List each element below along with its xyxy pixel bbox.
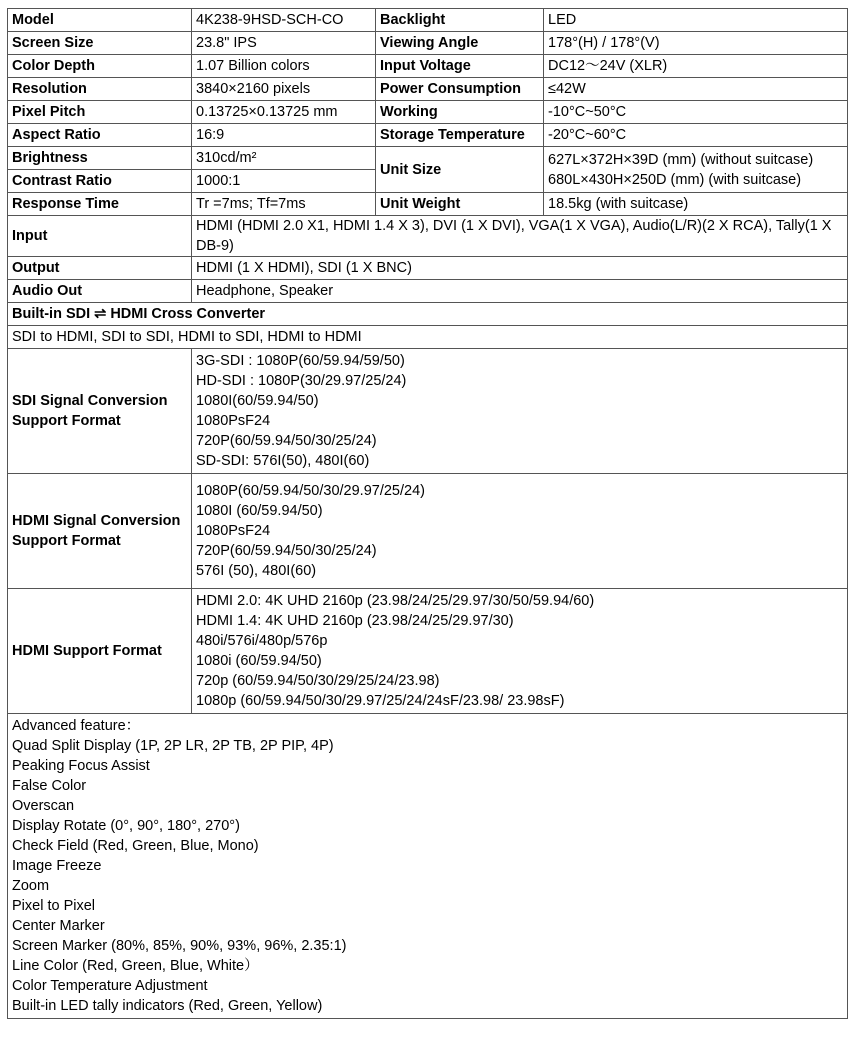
spec-table <box>7 8 848 1019</box>
spec-label: Input Voltage <box>376 55 544 78</box>
spec-label: Color Depth <box>8 55 192 78</box>
sdi-format-row <box>8 349 848 474</box>
spec-label: Audio Out <box>8 280 192 303</box>
hdmi-conv-format-label: HDMI Signal Conversion Support Format <box>8 474 192 589</box>
spec-label: Model <box>8 9 192 32</box>
spec-label: Response Time <box>8 193 192 216</box>
converter-title: Built-in SDI ⇌ HDMI Cross Converter <box>8 303 848 326</box>
format-line: 3G-SDI : 1080P(60/59.94/59/50) <box>196 353 405 369</box>
spec-label: Aspect Ratio <box>8 124 192 147</box>
feature-line: False Color <box>12 778 87 794</box>
spec-row-color <box>8 55 848 78</box>
hdmi-support-format-list <box>192 589 848 714</box>
spec-row-audio <box>8 280 848 303</box>
spec-value: -10°C~50°C <box>544 101 848 124</box>
feature-line: Image Freeze <box>12 858 102 874</box>
feature-line: Color Temperature Adjustment <box>12 978 208 994</box>
spec-row-input <box>8 216 848 257</box>
converter-modes-row <box>8 326 848 349</box>
feature-line: Center Marker <box>12 918 105 934</box>
hdmi-support-format-row <box>8 589 848 714</box>
spec-value-unit-size <box>544 147 848 193</box>
feature-line: Quad Split Display (1P, 2P LR, 2P TB, 2P PIP, 4P) <box>12 738 334 754</box>
spec-row-response <box>8 193 848 216</box>
spec-value: 310cd/m² <box>192 147 376 170</box>
format-line: 576I (50), 480I(60) <box>196 563 317 579</box>
spec-label: Resolution <box>8 78 192 101</box>
spec-label: Unit Size <box>376 147 544 193</box>
format-line: 1080P(60/59.94/50/30/29.97/25/24) <box>196 483 425 499</box>
spec-value: 4K238-9HSD-SCH-CO <box>192 9 376 32</box>
format-line: 720P(60/59.94/50/30/25/24) <box>196 543 377 559</box>
spec-value: HDMI (1 X HDMI), SDI (1 X BNC) <box>192 257 848 280</box>
format-line: 480i/576i/480p/576p <box>196 633 328 649</box>
spec-label: Pixel Pitch <box>8 101 192 124</box>
spec-row-aspect <box>8 124 848 147</box>
format-line: HD-SDI : 1080P(30/29.97/25/24) <box>196 373 407 389</box>
format-line: 1080PsF24 <box>196 413 271 429</box>
format-line: HDMI 2.0: 4K UHD 2160p (23.98/24/25/29.97/30/50/59.94/60) <box>196 593 595 609</box>
feature-line: Display Rotate (0°, 90°, 180°, 270°) <box>12 818 240 834</box>
converter-title-row <box>8 303 848 326</box>
spec-value: -20°C~60°C <box>544 124 848 147</box>
format-line: 720p (60/59.94/50/30/29/25/24/23.98) <box>196 673 440 689</box>
spec-value: Tr =7ms; Tf=7ms <box>192 193 376 216</box>
spec-label: Power Consumption <box>376 78 544 101</box>
format-line: 1080I (60/59.94/50) <box>196 503 323 519</box>
hdmi-conv-format-list <box>192 474 848 589</box>
spec-value: Headphone, Speaker <box>192 280 848 303</box>
spec-row-brightness <box>8 147 848 170</box>
spec-value: 1000:1 <box>192 170 376 193</box>
format-line: 1080PsF24 <box>196 523 271 539</box>
spec-row-screen <box>8 32 848 55</box>
sdi-format-list <box>192 349 848 474</box>
spec-row-resolution <box>8 78 848 101</box>
spec-value: 18.5kg (with suitcase) <box>544 193 848 216</box>
spec-value: HDMI (HDMI 2.0 X1, HDMI 1.4 X 3), DVI (1 X DVI), VGA(1 X VGA), Audio(L/R)(2 X RCA), Tally(1 X DB-9) <box>192 216 848 257</box>
hdmi-support-format-label: HDMI Support Format <box>8 589 192 714</box>
spec-value: 1.07 Billion colors <box>192 55 376 78</box>
spec-value: 16:9 <box>192 124 376 147</box>
format-line: SD-SDI: 576I(50), 480I(60) <box>196 453 370 469</box>
feature-line: Zoom <box>12 878 50 894</box>
feature-line: Line Color (Red, Green, Blue, White） <box>12 958 259 974</box>
feature-line: Built-in LED tally indicators (Red, Green, Yellow) <box>12 998 323 1014</box>
spec-value: 23.8" IPS <box>192 32 376 55</box>
converter-modes: SDI to HDMI, SDI to SDI, HDMI to SDI, HDMI to HDMI <box>8 326 848 349</box>
format-line: 1080i (60/59.94/50) <box>196 653 322 669</box>
spec-row-output <box>8 257 848 280</box>
advanced-feature-row <box>8 714 848 1019</box>
spec-value: 0.13725×0.13725 mm <box>192 101 376 124</box>
spec-label: Output <box>8 257 192 280</box>
spec-value: DC12～24V (XLR) <box>544 55 848 78</box>
feature-line: Pixel to Pixel <box>12 898 96 914</box>
spec-value: 178°(H) / 178°(V) <box>544 32 848 55</box>
format-line: 1080I(60/59.94/50) <box>196 393 319 409</box>
spec-value: 3840×2160 pixels <box>192 78 376 101</box>
spec-label: Unit Weight <box>376 193 544 216</box>
feature-line: Overscan <box>12 798 75 814</box>
format-line: HDMI 1.4: 4K UHD 2160p (23.98/24/25/29.97/30) <box>196 613 514 629</box>
hdmi-conv-format-row <box>8 474 848 589</box>
spec-row-pitch <box>8 101 848 124</box>
unit-size-line: 680L×430H×250D (mm) (with suitcase) <box>548 171 802 188</box>
spec-row-model <box>8 9 848 32</box>
spec-label: Viewing Angle <box>376 32 544 55</box>
advanced-feature-list <box>8 714 848 1019</box>
sdi-format-label: SDI Signal Conversion Support Format <box>8 349 192 474</box>
spec-sheet <box>7 8 847 1019</box>
format-line: 1080p (60/59.94/50/30/29.97/25/24/24sF/23.98/ 23.98sF) <box>196 693 565 709</box>
spec-label: Contrast Ratio <box>8 170 192 193</box>
spec-label: Input <box>8 216 192 257</box>
spec-label: Brightness <box>8 147 192 170</box>
feature-line: Check Field (Red, Green, Blue, Mono) <box>12 838 259 854</box>
format-line: 720P(60/59.94/50/30/25/24) <box>196 433 377 449</box>
feature-line: Peaking Focus Assist <box>12 758 150 774</box>
spec-value: ≤42W <box>544 78 848 101</box>
unit-size-line: 627L×372H×39D (mm) (without suitcase) <box>548 151 814 168</box>
advanced-heading: Advanced feature： <box>12 718 141 734</box>
spec-label: Storage Temperature <box>376 124 544 147</box>
spec-label: Screen Size <box>8 32 192 55</box>
spec-label: Working <box>376 101 544 124</box>
feature-line: Screen Marker (80%, 85%, 90%, 93%, 96%, 2.35:1) <box>12 938 347 954</box>
spec-value: LED <box>544 9 848 32</box>
spec-label: Backlight <box>376 9 544 32</box>
